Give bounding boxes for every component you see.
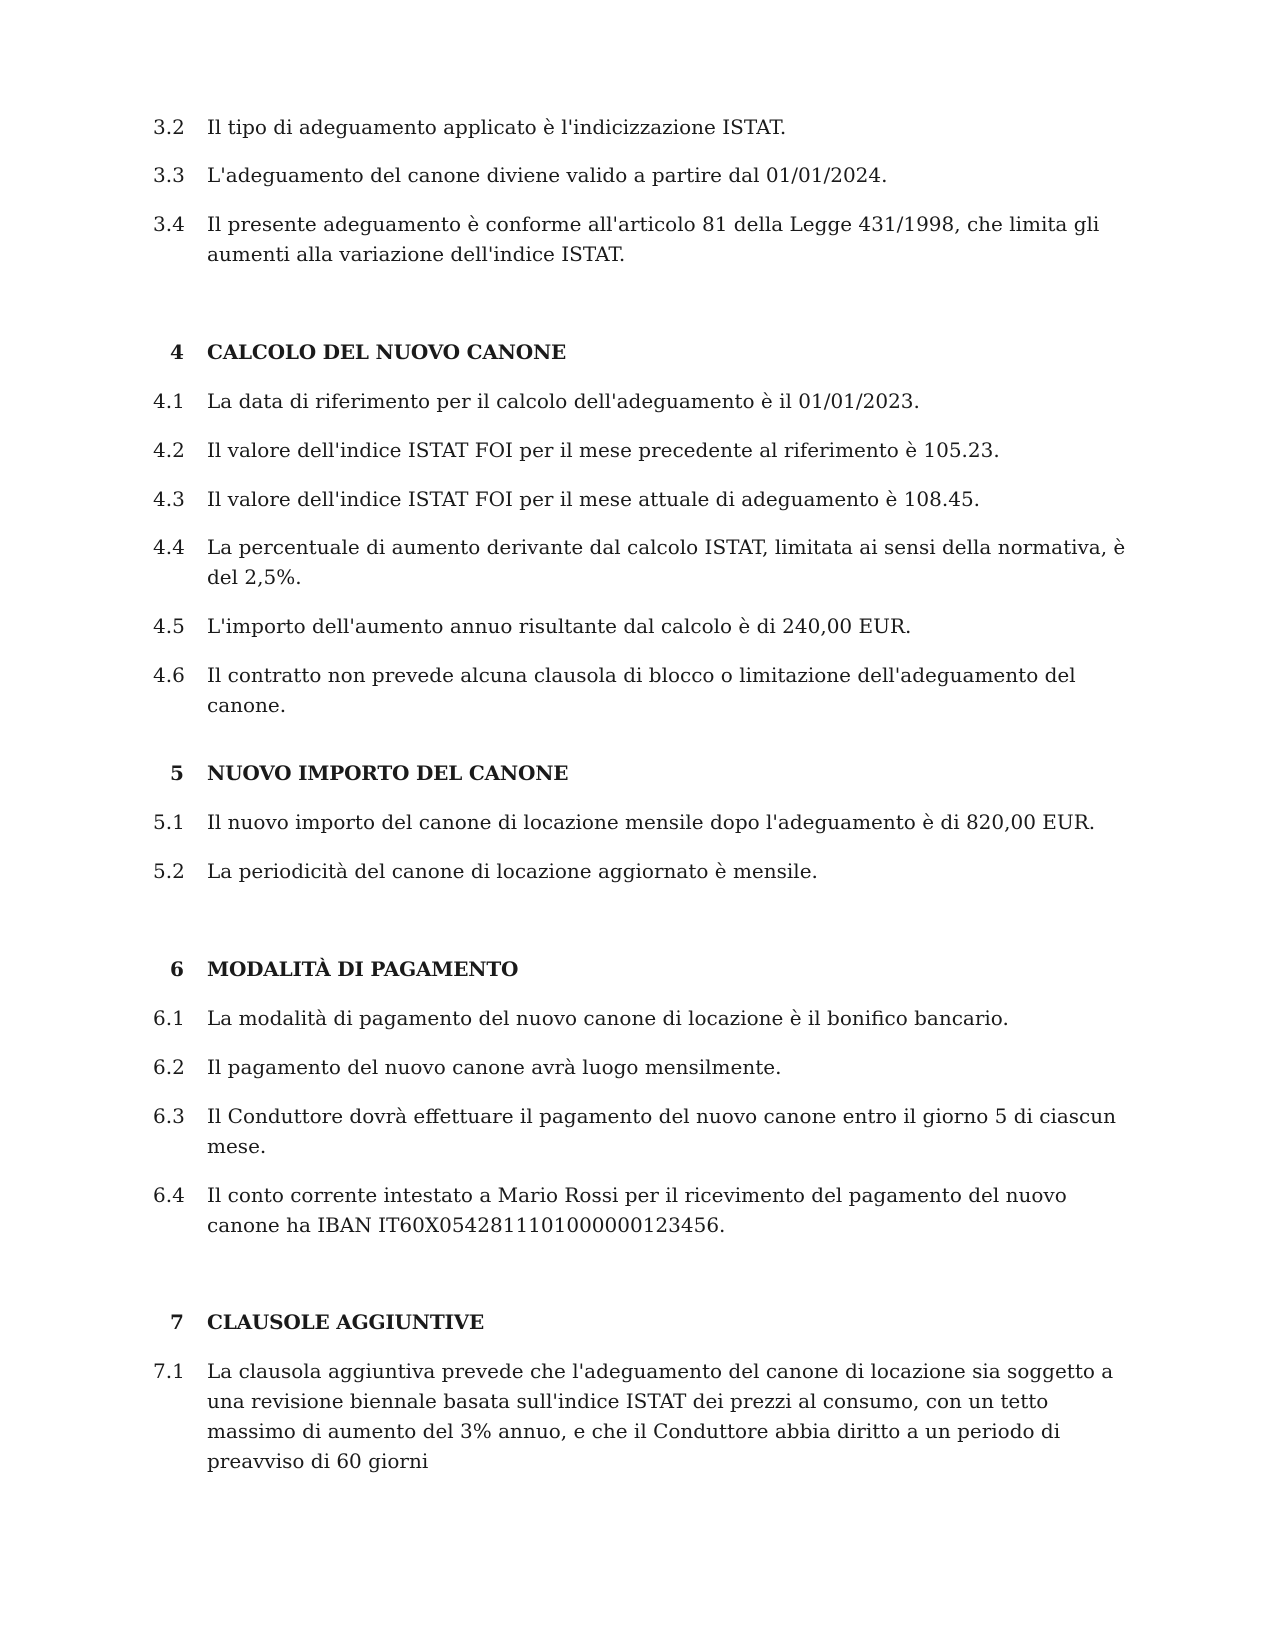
clause-text: La periodicità del canone di locazione aggiornato è mensile. (207, 859, 818, 883)
clause-number: 4.3 (153, 487, 185, 511)
section-number: 5 (170, 761, 184, 785)
clause-number: 3.4 (153, 212, 185, 236)
section-title: CLAUSOLE AGGIUNTIVE (207, 1310, 485, 1334)
clause-text: Il pagamento del nuovo canone avrà luogo mensilmente. (207, 1055, 782, 1079)
section-number: 6 (170, 957, 184, 981)
clause-number: 6.3 (153, 1104, 185, 1128)
clause-number: 3.3 (153, 163, 185, 187)
section-title: NUOVO IMPORTO DEL CANONE (207, 761, 569, 785)
clause-text: L'importo dell'aumento annuo risultante dal calcolo è di 240,00 EUR. (207, 614, 912, 638)
clause-text: Il valore dell'indice ISTAT FOI per il mese precedente al riferimento è 105.23. (207, 438, 1000, 462)
clause-number: 4.1 (153, 389, 185, 413)
clause-text: La percentuale di aumento derivante dal calcolo ISTAT, limitata ai sensi della normativa, è del 2,5%. (207, 535, 1126, 589)
clause-text: Il contratto non prevede alcuna clausola di blocco o limitazione dell'adeguamento del canone. (207, 663, 1076, 717)
clause-text: Il presente adeguamento è conforme all'articolo 81 della Legge 431/1998, che limita gli aumenti alla variazione dell'indice ISTAT. (207, 212, 1100, 266)
clause-number: 4.4 (153, 535, 185, 559)
clause-text: La data di riferimento per il calcolo dell'adeguamento è il 01/01/2023. (207, 389, 920, 413)
clause-text: Il tipo di adeguamento applicato è l'indicizzazione ISTAT. (207, 115, 787, 139)
section-number: 4 (170, 340, 184, 364)
clause-number: 4.5 (153, 614, 185, 638)
clause-number: 3.2 (153, 115, 185, 139)
clause-text: Il nuovo importo del canone di locazione mensile dopo l'adeguamento è di 820,00 EUR. (207, 810, 1096, 834)
section-title: MODALITÀ DI PAGAMENTO (207, 957, 519, 981)
clause-number: 6.2 (153, 1055, 185, 1079)
clause-text: La modalità di pagamento del nuovo canone di locazione è il bonifico bancario. (207, 1006, 1009, 1030)
clause-number: 4.6 (153, 663, 185, 687)
clause-number: 7.1 (153, 1359, 185, 1383)
section-number: 7 (170, 1310, 184, 1334)
clause-text: Il conto corrente intestato a Mario Rossi per il ricevimento del pagamento del nuovo canone ha IBAN IT60X0542811101000000123456. (207, 1183, 1067, 1237)
clause-text: La clausola aggiuntiva prevede che l'adeguamento del canone di locazione sia soggetto a una revisione biennale basata sull'indice ISTAT dei prezzi al consumo, con un tetto massimo di aumento del 3% annuo, e che il Conduttore abbia diritto a un periodo di preavviso di 60 giorni (207, 1359, 1114, 1473)
clause-number: 6.1 (153, 1006, 185, 1030)
clause-number: 5.2 (153, 859, 185, 883)
clause-number: 4.2 (153, 438, 185, 462)
clause-number: 5.1 (153, 810, 185, 834)
clause-text: Il valore dell'indice ISTAT FOI per il mese attuale di adeguamento è 108.45. (207, 487, 981, 511)
clause-text: L'adeguamento del canone diviene valido a partire dal 01/01/2024. (207, 163, 888, 187)
clause-text: Il Conduttore dovrà effettuare il pagamento del nuovo canone entro il giorno 5 di ciascun mese. (207, 1104, 1116, 1158)
section-title: CALCOLO DEL NUOVO CANONE (207, 340, 567, 364)
clause-number: 6.4 (153, 1183, 185, 1207)
